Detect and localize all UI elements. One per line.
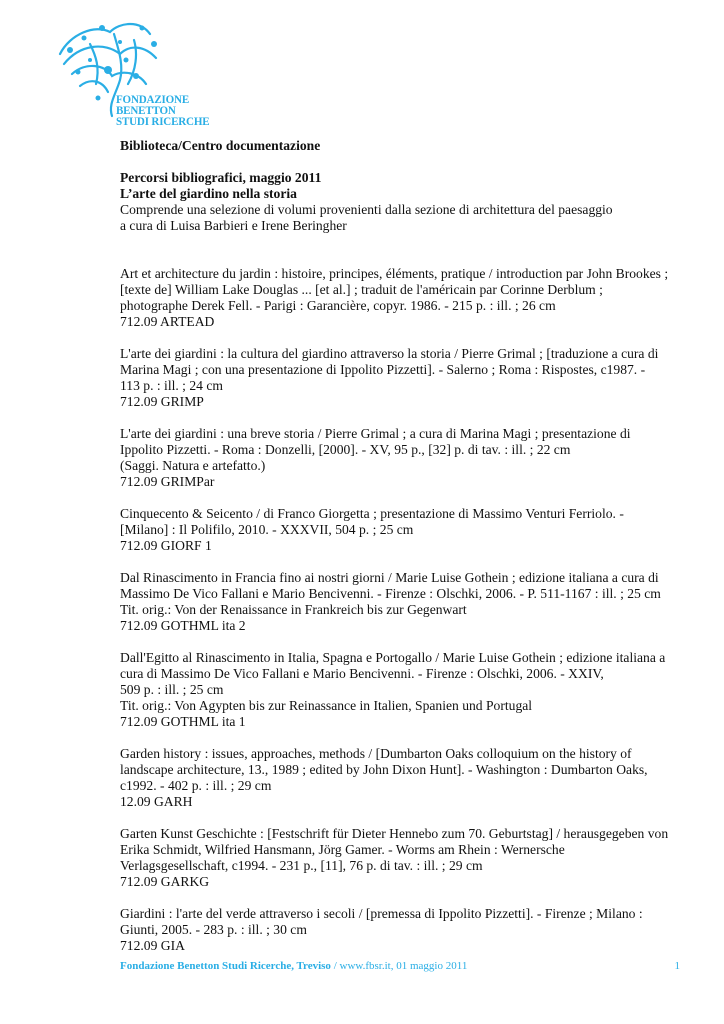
logo-line-1: FONDAZIONE <box>116 92 189 106</box>
logo-line-3: STUDI RICERCHE <box>116 114 210 128</box>
bibliography-entry <box>120 826 680 890</box>
entry-line: 509 p. : ill. ; 25 cm <box>120 682 224 697</box>
footer-site-date: www.fbsr.it, 01 maggio 2011 <box>339 960 468 972</box>
entry-line: [Milano] : Il Polifilo, 2010. - XXXVII, 504 p. ; 25 cm <box>120 522 414 537</box>
curators: a cura di Luisa Barbieri e Irene Beringher <box>120 218 347 233</box>
entry-line: photographe Derek Fell. - Parigi : Garancière, copyr. 1986. - 215 p. : ill. ; 26 cm <box>120 298 556 313</box>
document-header <box>120 138 680 234</box>
page-title: L’arte del giardino nella storia <box>120 186 297 201</box>
bibliography-entry <box>120 426 680 490</box>
entry-line: Dal Rinascimento in Francia fino ai nostri giorni / Marie Luise Gothein ; edizione italiana a cura di <box>120 570 659 585</box>
call-number: 712.09 GRIMP <box>120 394 204 409</box>
entry-line: L'arte dei giardini : la cultura del giardino attraverso la storia / Pierre Grimal ; [traduzione a cura di <box>120 346 659 361</box>
bibliography-entry <box>120 570 680 634</box>
call-number: 712.09 GOTHML ita 2 <box>120 618 246 633</box>
logo-wordmark <box>116 94 209 127</box>
entry-line: Ippolito Pizzetti. - Roma : Donzelli, [2000]. - XV, 95 p., [32] p. di tav. : ill. ; 22 cm <box>120 442 571 457</box>
entry-line: L'arte dei giardini : una breve storia / Pierre Grimal ; a cura di Marina Magi ; presentazione di <box>120 426 631 441</box>
entry-line: Verlagsgesellschaft, c1994. - 231 p., [11], 76 p. di tav. : ill. ; 29 cm <box>120 858 483 873</box>
entry-line: Marina Magi ; con una presentazione di Ippolito Pizzetti]. - Salerno ; Roma : Rispostes, c1987. - <box>120 362 646 377</box>
entry-line: Massimo De Vico Fallani e Mario Bencivenni. - Firenze : Olschki, 2006. - P. 511-1167 : ill. ; 25 cm <box>120 586 661 601</box>
call-number: 712.09 GARKG <box>120 874 210 889</box>
entry-line: Tit. orig.: Von Agypten bis zur Reinassance in Italien, Spanien und Portugal <box>120 698 533 713</box>
entry-line: Giunti, 2005. - 283 p. : ill. ; 30 cm <box>120 922 307 937</box>
entry-line: Cinquecento & Seicento / di Franco Giorgetta ; presentazione di Massimo Venturi Ferriolo. - <box>120 506 624 521</box>
bibliography-entry <box>120 906 680 954</box>
entry-line: cura di Massimo De Vico Fallani e Mario Bencivenni. - Firenze : Olschki, 2006. - XXIV, <box>120 666 604 681</box>
entry-line: Tit. orig.: Von der Renaissance in Frankreich bis zur Gegenwart <box>120 602 467 617</box>
entry-line: 113 p. : ill. ; 24 cm <box>120 378 223 393</box>
entry-line: Giardini : l'arte del verde attraverso i secoli / [premessa di Ippolito Pizzetti]. - Firenze ; Milano : <box>120 906 643 921</box>
call-number: 712.09 GIA <box>120 938 185 953</box>
entry-line: (Saggi. Natura e artefatto.) <box>120 458 266 473</box>
bibliography-entry <box>120 650 680 730</box>
description: Comprende una selezione di volumi provenienti dalla sezione di architettura del paesaggio <box>120 202 613 217</box>
call-number: 712.09 GOTHML ita 1 <box>120 714 246 729</box>
document-body <box>120 138 680 970</box>
entry-line: Erika Schmidt, Wilfried Hansmann, Jörg Gamer. - Worms am Rhein : Wernersche <box>120 842 565 857</box>
call-number: 12.09 GARH <box>120 794 193 809</box>
call-number: 712.09 GIORF 1 <box>120 538 212 553</box>
call-number: 712.09 ARTEAD <box>120 314 215 329</box>
entry-line: Dall'Egitto al Rinascimento in Italia, Spagna e Portogallo / Marie Luise Gothein ; edizione italiana a <box>120 650 666 665</box>
entry-line: Art et architecture du jardin : histoire, principes, éléments, pratique / introduction par John Brookes ; <box>120 266 669 281</box>
bibliography-entry <box>120 506 680 554</box>
entry-line: [texte de] William Lake Douglas ... [et al.] ; traduit de l'américain par Corinne Derblum ; <box>120 282 603 297</box>
entry-line: Garden history : issues, approaches, methods / [Dumbarton Oaks colloquium on the history of <box>120 746 632 761</box>
bibliography-list <box>120 266 680 954</box>
bibliography-entry <box>120 266 680 330</box>
logo-line-2: BENETTON <box>116 103 176 117</box>
footer-separator: / <box>330 960 340 972</box>
series-heading: Percorsi bibliografici, maggio 2011 <box>120 170 322 185</box>
bibliography-entry <box>120 346 680 410</box>
footer-institution: Fondazione Benetton Studi Ricerche, Treviso <box>120 960 331 972</box>
page-footer <box>120 960 680 973</box>
page-number: 1 <box>674 960 680 972</box>
bibliography-entry <box>120 746 680 810</box>
entry-line: c1992. - 402 p. : ill. ; 29 cm <box>120 778 272 793</box>
foundation-logo <box>50 14 220 132</box>
entry-line: landscape architecture, 13., 1989 ; edited by John Dixon Hunt]. - Washington : Dumbarton Oaks, <box>120 762 648 777</box>
library-heading: Biblioteca/Centro documentazione <box>120 138 321 153</box>
call-number: 712.09 GRIMPar <box>120 474 215 489</box>
entry-line: Garten Kunst Geschichte : [Festschrift für Dieter Hennebo zum 70. Geburtstag] / herausgegeben von <box>120 826 669 841</box>
